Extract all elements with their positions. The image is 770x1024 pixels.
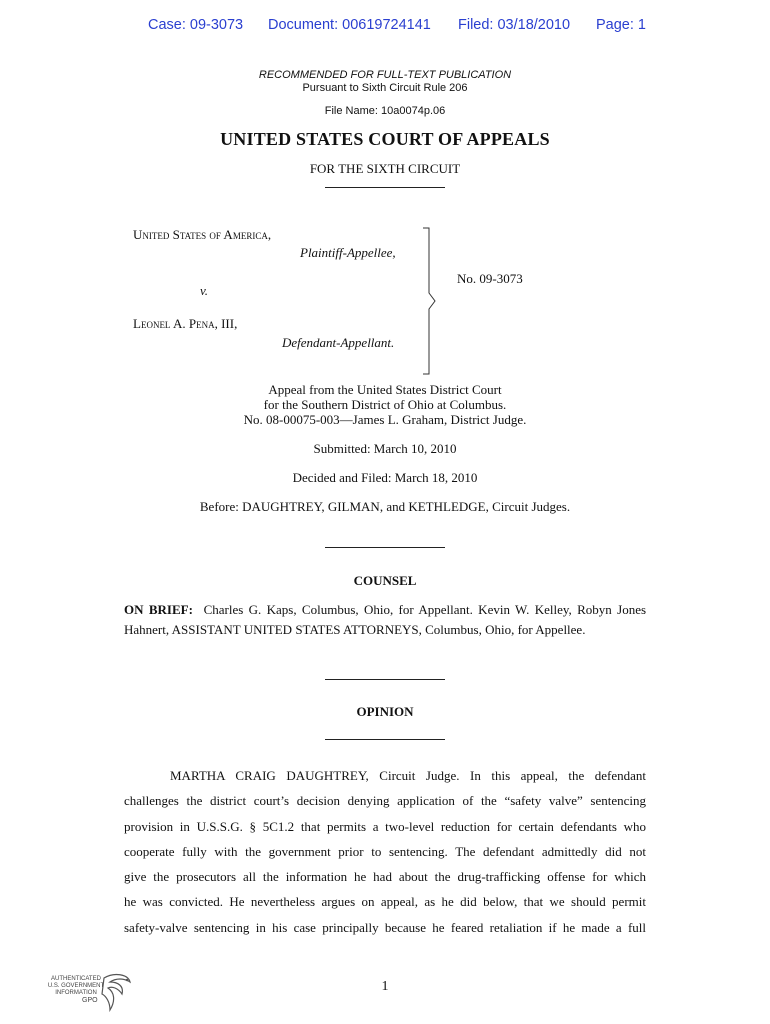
panel-judges: Before: DAUGHTREY, GILMAN, and KETHLEDGE, Circuit Judges. [199, 499, 571, 514]
opinion-line: safety-valve sentencing in his case principally because he feared retaliation if he made a full [124, 919, 646, 935]
appeal-line-3: No. 08-00075-003—James L. Graham, District Judge. [243, 412, 527, 427]
opinion-heading: OPINION [356, 704, 414, 719]
opinion-line: MARTHA CRAIG DAUGHTREY, Circuit Judge. In this appeal, the defendant [170, 768, 646, 783]
opinion-line: provision in U.S.S.G. § 5C1.2 that permits a two-level reduction for certain defendants who [124, 818, 646, 834]
opinion-line: he was convicted. He nevertheless argues on appeal, as he did below, that we should permit [124, 894, 646, 910]
gpo-label: GPO [82, 997, 98, 1004]
page-number: 1 [381, 979, 389, 994]
court-title: UNITED STATES COURT OF APPEALS [220, 129, 550, 149]
versus: v. [200, 283, 209, 298]
defendant-role: Defendant-Appellant. [282, 335, 395, 350]
gpo-authentication-seal [44, 972, 134, 1014]
gpo-seal-text: AUTHENTICATED U.S. GOVERNMENT INFORMATION [47, 976, 105, 996]
caption-bracket [421, 227, 441, 375]
stamp-filed: Filed: 03/18/2010 [458, 17, 571, 33]
filing-stamp [0, 17, 770, 37]
counsel-heading: COUNSEL [353, 573, 417, 588]
header-divider [325, 187, 445, 188]
decided-date: Decided and Filed: March 18, 2010 [292, 470, 478, 485]
counsel-paragraph [124, 600, 646, 640]
case-number: No. 09-3073 [457, 271, 523, 286]
stamp-case: Case: 09-3073 [148, 17, 244, 33]
opinion-divider-top [325, 679, 445, 680]
on-brief-label: ON BRIEF: [124, 602, 193, 617]
counsel-text: Charles G. Kaps, Columbus, Ohio, for Appellant. Kevin W. Kelley, Robyn Jones Hahnert, ASSISTANT UNITED STATES ATTORNEYS, Columbus, Ohio, for Appellee. [124, 602, 647, 637]
appeal-line-2: for the Southern District of Ohio at Columbus. [263, 397, 507, 412]
stamp-page: Page: 1 [596, 17, 646, 33]
stamp-document: Document: 00619724141 [268, 17, 431, 33]
plaintiff-name: United States of America, [133, 227, 272, 242]
circuit-name: FOR THE SIXTH CIRCUIT [309, 161, 461, 176]
opinion-line: cooperate fully with the government prior to sentencing. The defendant admittedly did not [124, 843, 646, 859]
recommended-notice: RECOMMENDED FOR FULL-TEXT PUBLICATION [258, 69, 512, 81]
plaintiff-role: Plaintiff-Appellee, [300, 245, 396, 260]
opinion-body [124, 763, 646, 940]
defendant-name: Leonel A. Pena, III, [133, 316, 238, 331]
opinion-line: give the prosecutors all the information he had about the drug-trafficking offense for which [124, 869, 646, 885]
file-name: File Name: 10a0074p.06 [324, 105, 446, 117]
opinion-line: challenges the district court’s decision denying application of the “safety valve” sentencing [124, 793, 646, 809]
counsel-divider [325, 547, 445, 548]
appeal-line-1: Appeal from the United States District Court [268, 382, 502, 397]
submitted-date: Submitted: March 10, 2010 [313, 441, 457, 456]
eagle-icon [100, 972, 134, 1014]
opinion-divider-bottom [325, 739, 445, 740]
pursuant-rule: Pursuant to Sixth Circuit Rule 206 [302, 82, 468, 94]
